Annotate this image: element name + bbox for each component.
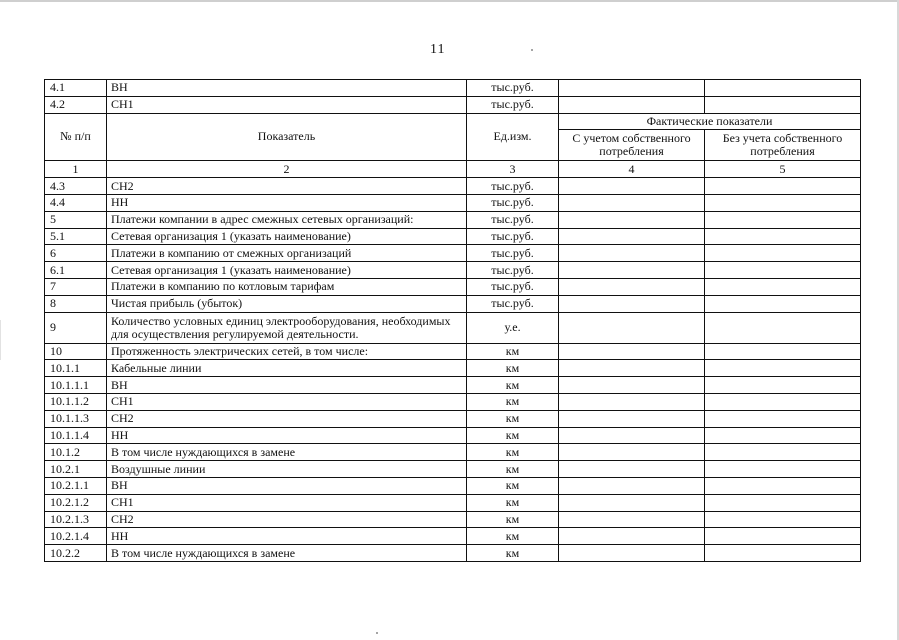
- row-value-without-own: [705, 278, 861, 295]
- row-value-without-own: [705, 377, 861, 394]
- row-indicator: СН2: [107, 511, 467, 528]
- row-number: 6.1: [45, 262, 107, 279]
- row-indicator: В том числе нуждающихся в замене: [107, 444, 467, 461]
- row-value-with-own: [559, 228, 705, 245]
- row-indicator: СН1: [107, 393, 467, 410]
- page-number: 11: [430, 42, 446, 57]
- row-unit: тыс.руб.: [467, 295, 559, 312]
- row-unit: тыс.руб.: [467, 80, 559, 97]
- row-value-with-own: [559, 211, 705, 228]
- indicators-table: [44, 79, 861, 562]
- row-number: 9: [45, 312, 107, 343]
- table-row: [45, 228, 861, 245]
- table-row: [45, 262, 861, 279]
- row-value-without-own: [705, 228, 861, 245]
- row-number: 10.1.1.3: [45, 410, 107, 427]
- row-unit: км: [467, 444, 559, 461]
- row-indicator: НН: [107, 528, 467, 545]
- row-indicator: Воздушные линии: [107, 461, 467, 478]
- row-indicator: Сетевая организация 1 (указать наименование): [107, 262, 467, 279]
- row-number: 10.1.1.4: [45, 427, 107, 444]
- row-indicator: Чистая прибыль (убыток): [107, 295, 467, 312]
- row-unit: тыс.руб.: [467, 178, 559, 195]
- row-unit: км: [467, 511, 559, 528]
- header-without-own-consumption: Без учета собственного потребления: [705, 130, 861, 161]
- row-unit: км: [467, 343, 559, 360]
- scan-speck: [531, 49, 533, 51]
- scan-edge-left: [0, 320, 1, 360]
- row-unit: км: [467, 360, 559, 377]
- table-row: [45, 295, 861, 312]
- row-unit: км: [467, 461, 559, 478]
- row-value-without-own: [705, 194, 861, 211]
- column-number-3: 3: [467, 161, 559, 178]
- row-indicator: СН2: [107, 410, 467, 427]
- row-indicator: НН: [107, 194, 467, 211]
- row-value-with-own: [559, 360, 705, 377]
- table-row: [45, 96, 861, 113]
- row-number: 7: [45, 278, 107, 295]
- row-indicator: Платежи в компанию по котловым тарифам: [107, 278, 467, 295]
- row-number: 10.1.1: [45, 360, 107, 377]
- row-value-with-own: [559, 410, 705, 427]
- row-number: 5: [45, 211, 107, 228]
- row-value-without-own: [705, 545, 861, 562]
- row-indicator: В том числе нуждающихся в замене: [107, 545, 467, 562]
- row-indicator: Платежи компании в адрес смежных сетевых организаций:: [107, 211, 467, 228]
- row-value-without-own: [705, 211, 861, 228]
- row-value-with-own: [559, 377, 705, 394]
- row-unit: км: [467, 494, 559, 511]
- table-row: [45, 461, 861, 478]
- row-indicator: Кабельные линии: [107, 360, 467, 377]
- row-number: 4.1: [45, 80, 107, 97]
- scan-speck: [376, 632, 378, 634]
- table-row: [45, 245, 861, 262]
- row-value-with-own: [559, 427, 705, 444]
- row-number: 6: [45, 245, 107, 262]
- row-number: 10: [45, 343, 107, 360]
- row-indicator: ВН: [107, 377, 467, 394]
- row-value-without-own: [705, 245, 861, 262]
- row-value-with-own: [559, 262, 705, 279]
- row-unit: км: [467, 393, 559, 410]
- table-row: [45, 178, 861, 195]
- column-number-5: 5: [705, 161, 861, 178]
- row-value-without-own: [705, 477, 861, 494]
- rows-after-header: [45, 178, 861, 562]
- table-row: [45, 410, 861, 427]
- row-value-with-own: [559, 511, 705, 528]
- row-unit: км: [467, 528, 559, 545]
- header-unit: Ед.изм.: [467, 113, 559, 161]
- row-value-with-own: [559, 80, 705, 97]
- row-unit: у.е.: [467, 312, 559, 343]
- row-value-without-own: [705, 262, 861, 279]
- row-indicator: Сетевая организация 1 (указать наименование): [107, 228, 467, 245]
- row-value-without-own: [705, 444, 861, 461]
- row-value-with-own: [559, 461, 705, 478]
- row-number: 5.1: [45, 228, 107, 245]
- row-unit: тыс.руб.: [467, 278, 559, 295]
- row-value-with-own: [559, 178, 705, 195]
- table-row: [45, 360, 861, 377]
- row-indicator: СН1: [107, 494, 467, 511]
- row-value-with-own: [559, 528, 705, 545]
- row-value-with-own: [559, 96, 705, 113]
- row-value-without-own: [705, 461, 861, 478]
- table-row: [45, 444, 861, 461]
- row-unit: км: [467, 545, 559, 562]
- row-value-without-own: [705, 393, 861, 410]
- table-row: [45, 427, 861, 444]
- row-value-without-own: [705, 528, 861, 545]
- header-actual-group: Фактические показатели: [559, 113, 861, 130]
- table-row: [45, 211, 861, 228]
- row-value-without-own: [705, 494, 861, 511]
- table-row: [45, 312, 861, 343]
- row-value-without-own: [705, 80, 861, 97]
- row-value-with-own: [559, 295, 705, 312]
- row-number: 10.1.2: [45, 444, 107, 461]
- row-value-with-own: [559, 245, 705, 262]
- row-number: 10.2.2: [45, 545, 107, 562]
- table-row: [45, 343, 861, 360]
- row-number: 4.3: [45, 178, 107, 195]
- row-indicator: Платежи в компанию от смежных организаций: [107, 245, 467, 262]
- row-unit: км: [467, 410, 559, 427]
- row-indicator: СН1: [107, 96, 467, 113]
- table-row: [45, 80, 861, 97]
- column-number-2: 2: [107, 161, 467, 178]
- table-header: [45, 113, 861, 178]
- row-indicator: ВН: [107, 80, 467, 97]
- row-value-with-own: [559, 444, 705, 461]
- row-value-without-own: [705, 295, 861, 312]
- row-unit: км: [467, 377, 559, 394]
- row-number: 10.1.1.1: [45, 377, 107, 394]
- row-value-without-own: [705, 511, 861, 528]
- row-number: 10.2.1.1: [45, 477, 107, 494]
- row-value-with-own: [559, 393, 705, 410]
- row-unit: тыс.руб.: [467, 262, 559, 279]
- column-number-1: 1: [45, 161, 107, 178]
- scan-edge-top: [0, 0, 899, 2]
- table-row: [45, 545, 861, 562]
- row-value-without-own: [705, 360, 861, 377]
- row-indicator: Протяженность электрических сетей, в том числе:: [107, 343, 467, 360]
- row-indicator: ВН: [107, 477, 467, 494]
- row-unit: тыс.руб.: [467, 245, 559, 262]
- table-row: [45, 494, 861, 511]
- row-value-without-own: [705, 410, 861, 427]
- column-number-4: 4: [559, 161, 705, 178]
- rows-before-header: [45, 80, 861, 114]
- row-unit: тыс.руб.: [467, 228, 559, 245]
- row-value-with-own: [559, 194, 705, 211]
- header-with-own-consumption: С учетом собственного потребления: [559, 130, 705, 161]
- row-number: 4.2: [45, 96, 107, 113]
- table-row: [45, 194, 861, 211]
- row-value-with-own: [559, 343, 705, 360]
- row-value-without-own: [705, 312, 861, 343]
- row-indicator: Количество условных единиц электрооборудования, необходимых для осуществления регулируемой деятельности.: [107, 312, 467, 343]
- table-row: [45, 393, 861, 410]
- table-row: [45, 477, 861, 494]
- row-number: 10.2.1: [45, 461, 107, 478]
- row-value-without-own: [705, 96, 861, 113]
- row-number: 4.4: [45, 194, 107, 211]
- row-value-with-own: [559, 312, 705, 343]
- row-indicator: НН: [107, 427, 467, 444]
- row-number: 10.2.1.2: [45, 494, 107, 511]
- row-number: 10.2.1.3: [45, 511, 107, 528]
- table-row: [45, 511, 861, 528]
- row-value-with-own: [559, 477, 705, 494]
- row-number: 8: [45, 295, 107, 312]
- row-value-without-own: [705, 178, 861, 195]
- header-indicator: Показатель: [107, 113, 467, 161]
- row-unit: тыс.руб.: [467, 194, 559, 211]
- row-unit: км: [467, 477, 559, 494]
- header-num: № п/п: [45, 113, 107, 161]
- table-row: [45, 377, 861, 394]
- row-unit: тыс.руб.: [467, 211, 559, 228]
- row-value-with-own: [559, 494, 705, 511]
- table-row: [45, 528, 861, 545]
- row-value-without-own: [705, 343, 861, 360]
- row-value-without-own: [705, 427, 861, 444]
- table-row: [45, 278, 861, 295]
- row-unit: км: [467, 427, 559, 444]
- row-value-with-own: [559, 545, 705, 562]
- row-unit: тыс.руб.: [467, 96, 559, 113]
- row-indicator: СН2: [107, 178, 467, 195]
- row-number: 10.1.1.2: [45, 393, 107, 410]
- row-number: 10.2.1.4: [45, 528, 107, 545]
- row-value-with-own: [559, 278, 705, 295]
